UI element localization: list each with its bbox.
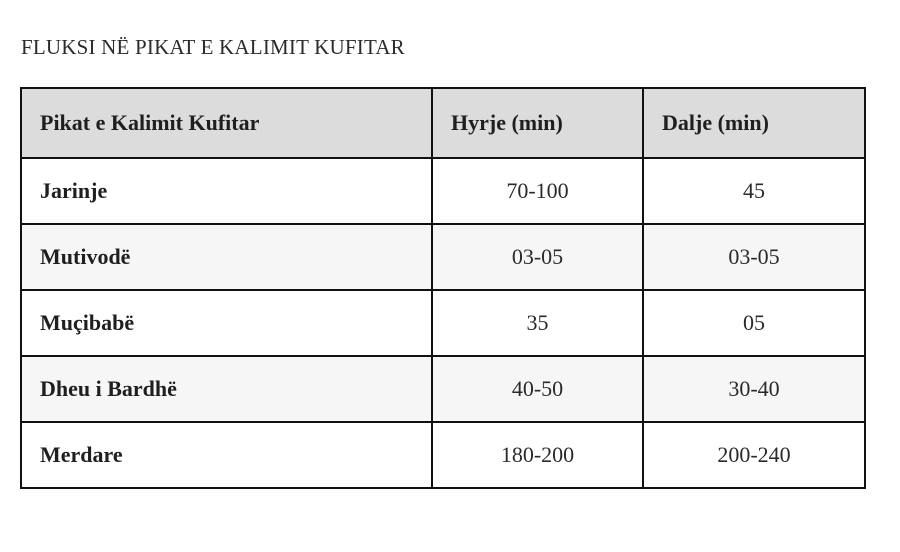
entry-time: 03-05 bbox=[432, 224, 643, 290]
entry-time: 70-100 bbox=[432, 158, 643, 224]
table-row bbox=[21, 356, 865, 422]
table-row bbox=[21, 290, 865, 356]
exit-time: 200-240 bbox=[643, 422, 865, 488]
table-row bbox=[21, 158, 865, 224]
header-crossing-point: Pikat e Kalimit Kufitar bbox=[21, 88, 432, 158]
table-row bbox=[21, 224, 865, 290]
entry-time: 35 bbox=[432, 290, 643, 356]
header-entry-minutes: Hyrje (min) bbox=[432, 88, 643, 158]
table-header-row bbox=[21, 88, 865, 158]
header-exit-minutes: Dalje (min) bbox=[643, 88, 865, 158]
exit-time: 45 bbox=[643, 158, 865, 224]
crossing-name: Dheu i Bardhë bbox=[21, 356, 432, 422]
document-title: FLUKSI NË PIKAT E KALIMIT KUFITAR bbox=[21, 35, 405, 59]
exit-time: 03-05 bbox=[643, 224, 865, 290]
crossing-name: Muçibabë bbox=[21, 290, 432, 356]
crossing-name: Merdare bbox=[21, 422, 432, 488]
exit-time: 30-40 bbox=[643, 356, 865, 422]
exit-time: 05 bbox=[643, 290, 865, 356]
entry-time: 40-50 bbox=[432, 356, 643, 422]
table-row bbox=[21, 422, 865, 488]
crossing-name: Mutivodë bbox=[21, 224, 432, 290]
crossing-name: Jarinje bbox=[21, 158, 432, 224]
border-crossing-flux-table bbox=[20, 87, 866, 489]
entry-time: 180-200 bbox=[432, 422, 643, 488]
